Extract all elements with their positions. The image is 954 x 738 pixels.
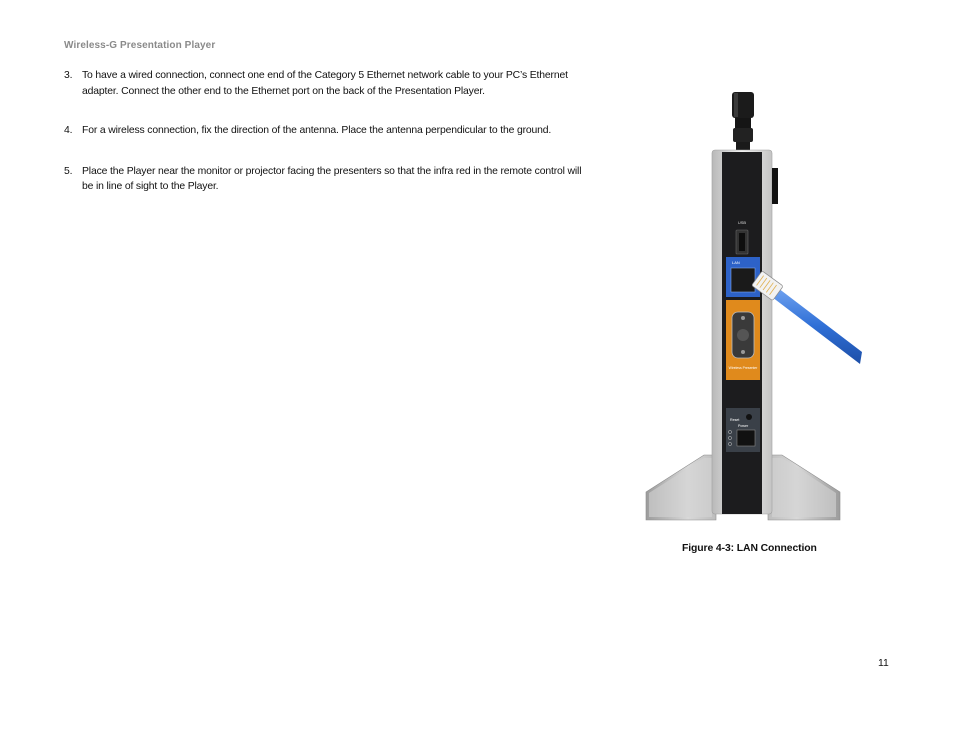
lan-panel [726, 257, 760, 297]
presenter-panel [726, 300, 760, 380]
step-number: 5. [64, 165, 73, 177]
figure-caption: Figure 4-3: LAN Connection [682, 543, 817, 554]
presenter-label: Wireless Presenter [728, 366, 758, 370]
step-item [64, 123, 589, 139]
lan-connection-figure [644, 90, 864, 522]
step-number: 3. [64, 70, 73, 81]
antenna [732, 92, 754, 152]
step-text: For a wireless connection, fix the direction of the antenna. Place the antenna perpendicular to the ground. [82, 125, 552, 136]
step-item [64, 68, 589, 99]
power-label: Power [738, 424, 749, 428]
step-text: To have a wired connection, connect one end of the Category 5 Ethernet network cable to your PC’s Ethernet adapter. Connect the other end to the Ethernet port on the back of the Presentation Player. [82, 70, 568, 97]
page-number: 11 [878, 658, 889, 669]
step-item [64, 164, 589, 195]
step-number: 4. [64, 125, 73, 136]
usb-label: USB [737, 220, 747, 225]
lan-label: LAN [732, 260, 740, 265]
reset-label: Reset [730, 418, 740, 422]
instruction-steps [64, 68, 589, 195]
running-header: Wireless-G Presentation Player [64, 40, 216, 51]
power-panel [726, 408, 760, 452]
step-text: Place the Player near the monitor or projector facing the presenters so that the infra red in the remote control will be in line of sight to the Player. [82, 165, 582, 192]
